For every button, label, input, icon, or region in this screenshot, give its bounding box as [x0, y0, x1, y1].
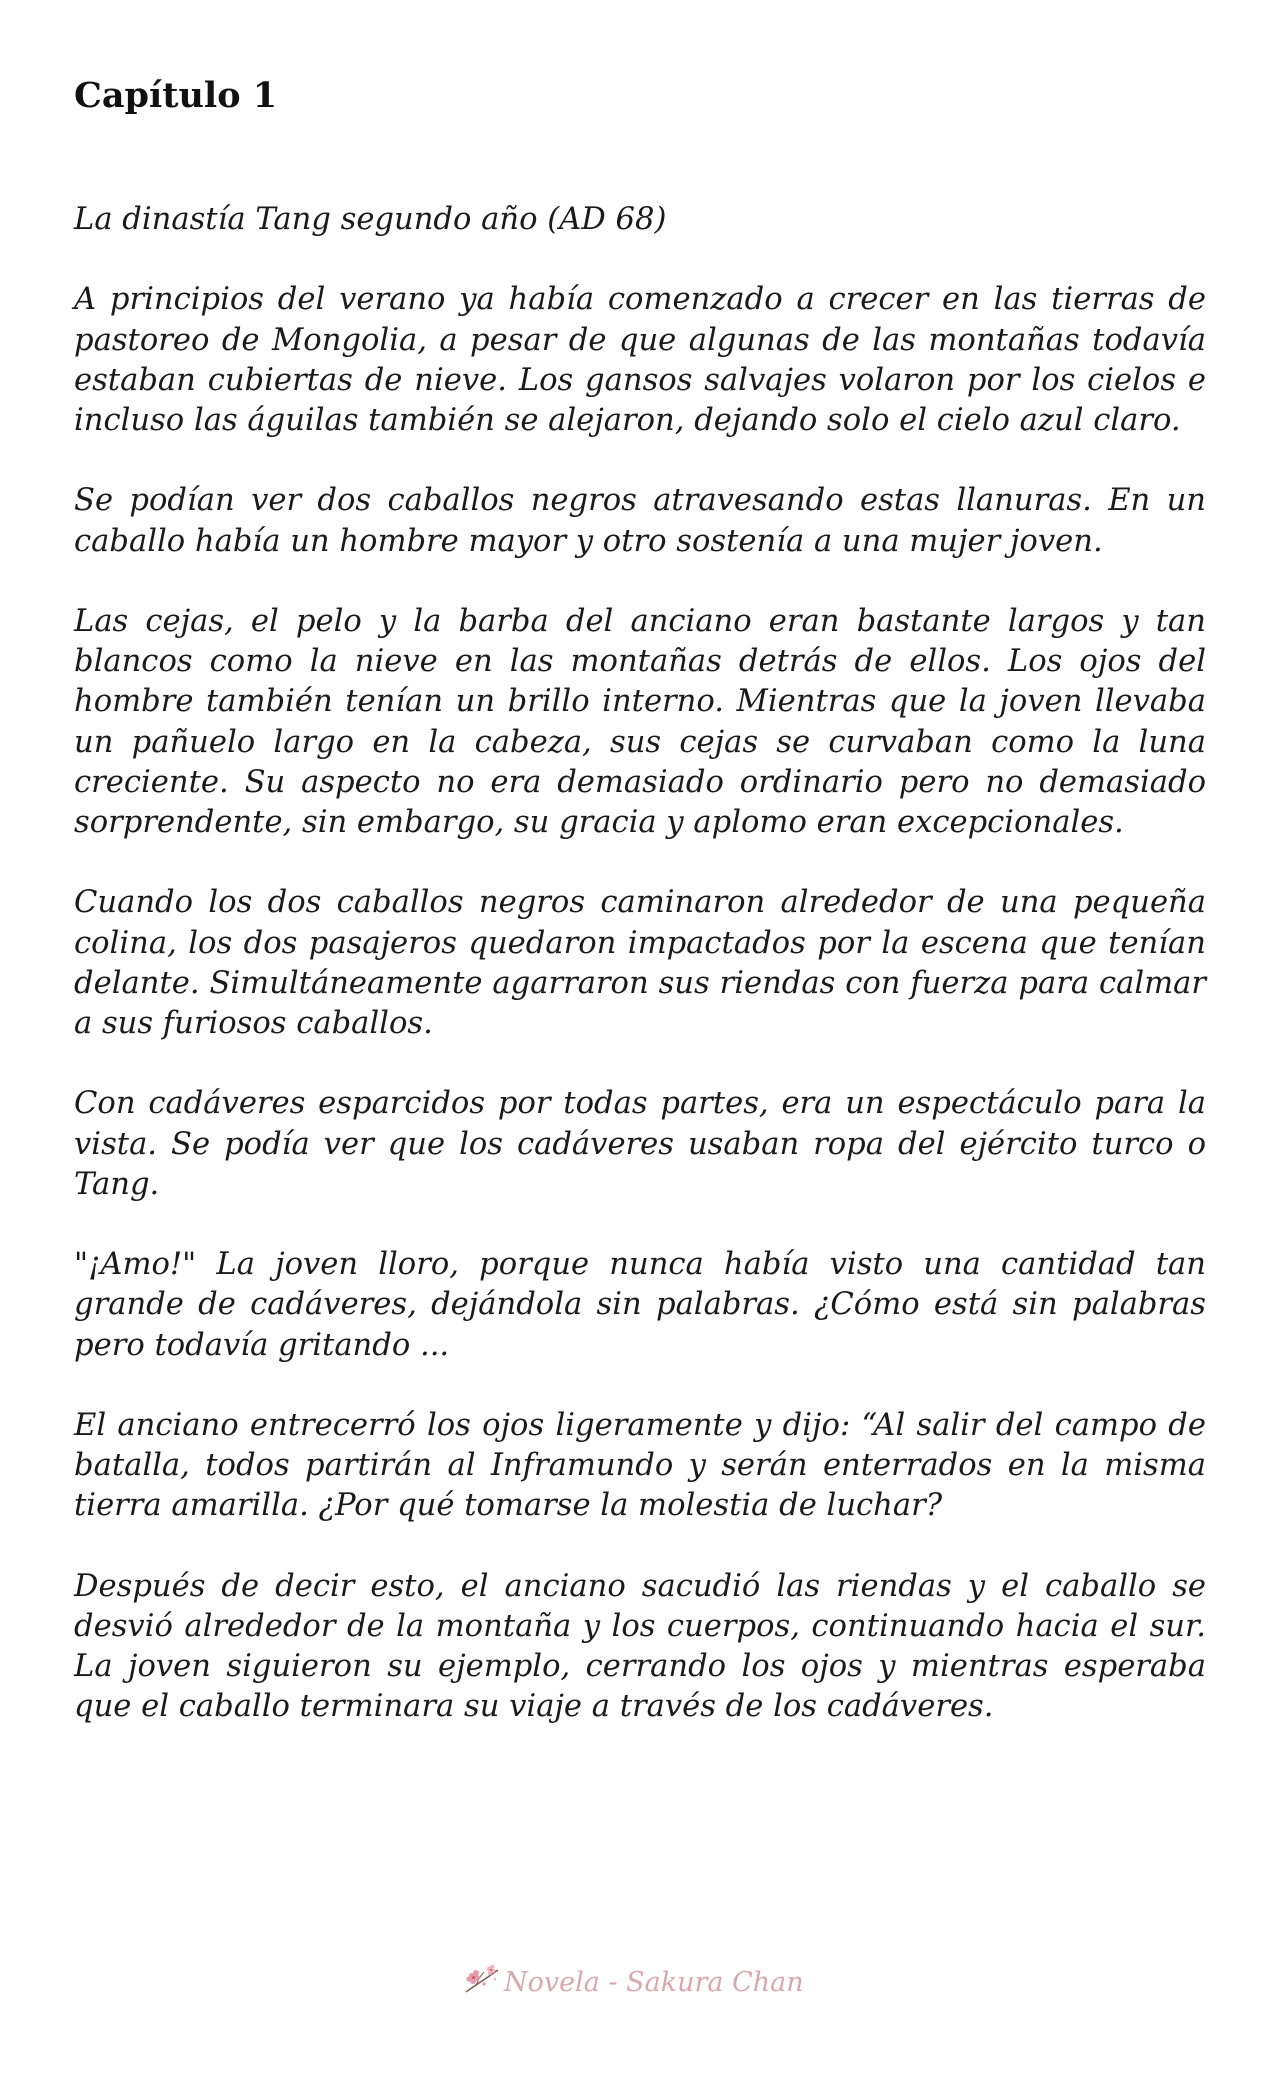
- cherry-blossom-icon: [462, 1962, 502, 2002]
- paragraph: El anciano entrecerró los ojos ligeramente y dijo: “Al salir del campo de batalla, todos partirán al Inframundo y serán enterrados en la misma tierra amarilla. ¿Por qué tomarse la molestia de luchar?: [74, 1407, 1206, 1524]
- chapter-title: Capítulo 1: [74, 75, 278, 116]
- paragraph: "¡Amo!" La joven lloro, porque nunca había visto una cantidad tan grande de cadáveres, dejándola sin palabras. ¿Cómo está sin palabras pero todavía gritando ...: [74, 1247, 1206, 1363]
- chapter-body: [74, 200, 1206, 1768]
- paragraph: Se podían ver dos caballos negros atravesando estas llanuras. En un caballo había un hombre mayor y otro sostenía a una mujer joven.: [74, 483, 1206, 559]
- footer-watermark: [462, 1962, 804, 2002]
- paragraph: Las cejas, el pelo y la barba del anciano eran bastante largos y tan blancos como la nieve en las montañas detrás de ellos. Los ojos del hombre también tenían un brillo interno. Mientras que la joven llevaba un pañuelo largo en la cabeza, sus cejas se curvaban como la luna creciente. Su aspecto no era demasiado ordinario pero no demasiado sorprendente, sin embargo, su gracia y aplomo eran excepcionales.: [74, 603, 1206, 840]
- footer-watermark-text: Novela - Sakura Chan: [504, 1966, 804, 1998]
- paragraph: A principios del verano ya había comenzado a crecer en las tierras de pastoreo de Mongolia, a pesar de que algunas de las montañas todavía estaban cubiertas de nieve. Los gansos salvajes volaron por los cielos e incluso las águilas también se alejaron, dejando solo el cielo azul claro.: [74, 282, 1206, 438]
- paragraph: Después de decir esto, el anciano sacudió las riendas y el caballo se desvió alrededor de la montaña y los cuerpos, continuando hacia el sur. La joven siguieron su ejemplo, cerrando los ojos y mientras esperaba que el caballo terminara su viaje a través de los cadáveres.: [74, 1568, 1206, 1725]
- paragraph-date: La dinastía Tang segundo año (AD 68): [74, 202, 667, 237]
- paragraph: Cuando los dos caballos negros caminaron alrededor de una pequeña colina, los dos pasajeros quedaron impactados por la escena que tenían delante. Simultáneamente agarraron sus riendas con fuerza para calmar a sus furiosos caballos.: [74, 885, 1206, 1041]
- paragraph: Con cadáveres esparcidos por todas partes, era un espectáculo para la vista. Se podía ver que los cadáveres usaban ropa del ejército turco o Tang.: [74, 1086, 1206, 1202]
